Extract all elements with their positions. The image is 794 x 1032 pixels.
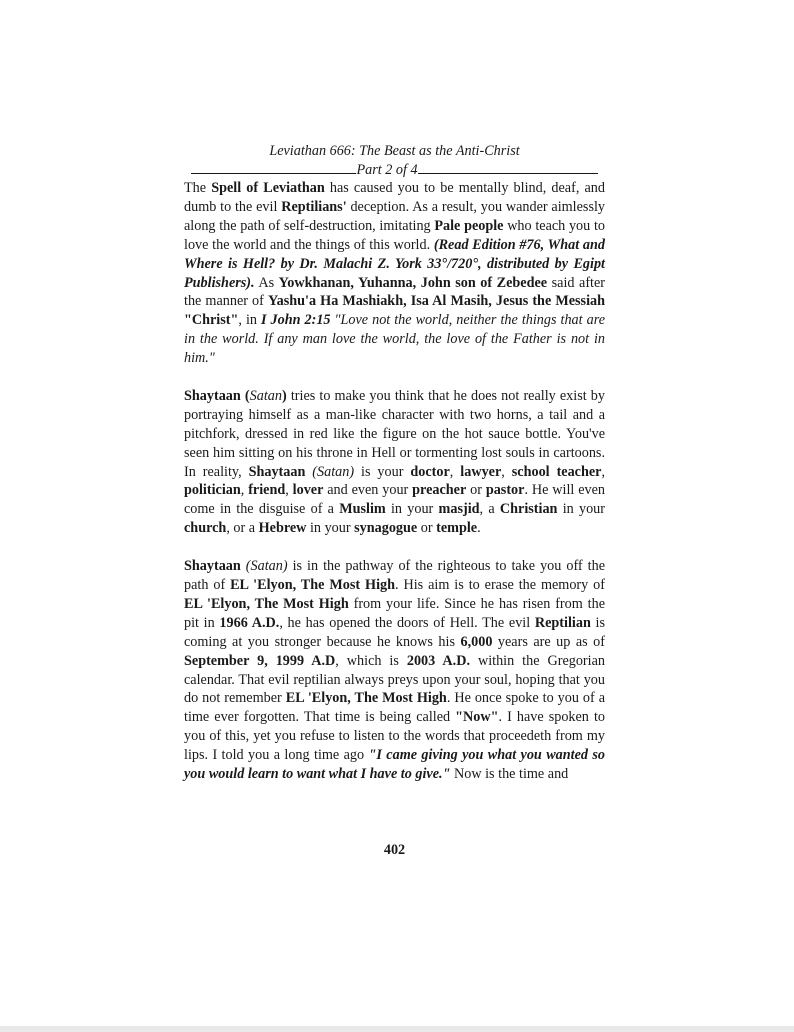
text-run: who teach you to love the world and the things of this world. [184,217,605,253]
text-run: or [417,520,437,537]
text-run: masjid [438,501,480,518]
text-run: . He will even come in the disguise of a [184,482,605,518]
text-run: EL 'Elyon, The Most High [285,690,447,707]
text-run: , in [238,312,261,329]
text-run: within the Gregorian calendar. That evil reptilian always preys upon your soul, hoping that you do not remember [184,652,605,707]
text-run: Reptilian [534,614,591,631]
text-run: 6,000 [460,633,493,650]
text-run: "I came giving you what you wanted so you would learn to want what I have to give." [184,747,606,783]
text-run: temple [436,520,478,537]
text-run: (Satan) [240,558,288,575]
text-run: 1966 A.D. [219,614,280,631]
text-run: has caused you to be mentally blind, deaf, and dumb to the evil [184,180,605,215]
text-run: Yowkhanan, Yuhanna, John son of Zebedee [278,274,548,291]
text-run: Christian [499,501,558,518]
text-run: in your [385,501,439,518]
text-run: . His aim is to erase the memory of [395,577,605,593]
text-run: , [501,463,512,480]
text-run: September 9, 1999 A.D [184,652,336,669]
text-run: (Read Edition #76, What and Where is Hell? by Dr. Malachi Z. York 33°/720°, distributed by Egipt Publishers). [184,236,605,291]
text-run: . I have spoken to you of this, yet you refuse to listen to the words that proceedeth from my lips. I told you a long time ago [184,709,605,764]
text-run: ) [281,387,287,404]
text-run: preacher [412,482,467,499]
text-run: school teacher [511,463,602,480]
text-run: I John 2:15 [261,312,331,329]
text-run: from your life. Since he has risen from the pit in [184,595,605,631]
text-run: , he has opened the doors of Hell. The evil [279,614,535,631]
running-header-title: Leviathan 666: The Beast as the Anti-Christ [269,143,520,159]
text-run: is coming at you stronger because he knows his [184,614,606,650]
text-run: , [285,482,293,499]
text-run: Reptilians' [281,198,347,215]
text-run: said after the manner of [184,274,606,310]
viewer-bottom-edge [0,1026,794,1032]
page-text [184,142,605,784]
text-run: Pale people [434,217,504,234]
text-run: 2003 A.D. [406,652,470,669]
text-run: Shaytaan [184,558,241,575]
text-run: , [449,463,461,480]
paragraph-2 [184,387,605,538]
text-run: Shaytaan [184,387,241,404]
text-run: or [466,482,486,499]
text-run: "Love not the world, neither the things that are in the world. If any man love the world, the love of the Father is not in him." [184,312,605,367]
text-run: synagogue [354,520,418,537]
text-run: and even your [323,482,413,499]
text-run: "Now" [455,709,499,726]
header-rule-left [191,161,356,174]
text-run: . He once spoke to you of a time ever forgotten. That time is being called [184,690,605,726]
text-run: Hebrew [258,520,307,537]
text-run: politician [184,482,241,499]
text-run: , or a [226,520,259,537]
text-run: lover [292,482,324,499]
header-part-label: Part 2 of 4 [356,162,418,178]
page-number: 402 [383,842,406,858]
text-run: deception. As a result, you wander aimlessly along the path of self-destruction, imitating [184,198,606,234]
text-run: Satan [249,387,282,404]
text-run: Now is the time and [450,766,569,783]
text-run: Shaytaan [248,463,306,480]
text-run: (Satan) [305,463,355,480]
text-run: is in the pathway of the righteous to take you off the path of [184,558,605,593]
text-run: Spell of Leviathan [211,180,325,196]
text-run: Yashu'a Ha Mashiakh, Isa Al Masih, Jesus the Messiah "Christ" [184,293,605,329]
text-run: The [184,180,212,196]
text-run: tries to make you think that he does not really exist by portraying himself as a man-like character with two horns, a tail and a pitchfork, dressed in red like the figure on the hot sauce bottle. You've seen him sitting on his throne in Hell or tormenting lost souls in cartoons. In reality, [184,387,605,480]
text-run: As [254,274,279,291]
text-run: years are up as of [492,633,605,650]
text-run: lawyer [460,463,502,480]
paragraph-3 [184,557,605,784]
text-run: in your [557,501,605,518]
text-run: EL 'Elyon, The Most High [184,595,349,612]
running-header-part [184,161,605,179]
text-run: ( [240,387,250,404]
text-run: , [601,463,606,480]
text-run: , a [479,501,500,518]
text-run: in your [306,520,355,537]
text-run: is your [354,463,411,480]
text-run: Muslim [339,501,386,518]
text-run: EL 'Elyon, The Most High [230,577,395,593]
text-run: pastor [485,482,525,499]
header-rule-right [418,161,598,174]
text-run: . [477,520,481,537]
text-run: doctor [410,463,450,480]
text-run: , which is [335,652,407,669]
text-run: , [240,482,249,499]
text-run: friend [248,482,286,499]
paragraph-1 [184,179,605,368]
text-run: church [184,520,227,537]
